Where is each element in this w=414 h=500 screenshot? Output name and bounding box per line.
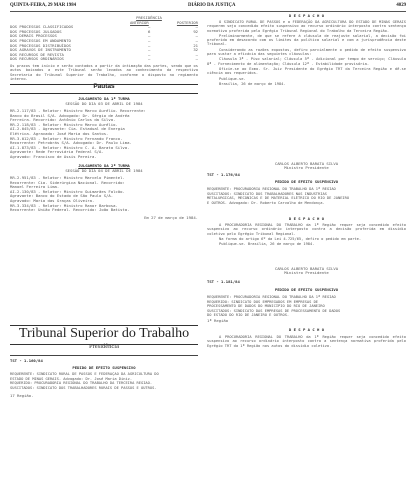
proc2-party-line: REQUERENTE: PROCURADORIA REGIONAL DO TRABALHO DA 1ª REGIÃO [207, 187, 336, 191]
proc1-party-line: REQUERENTE: SINDICATO RURAL DE PASSOS E FEDERAÇÃO DA AGRICULTURA DO [10, 372, 159, 376]
proc3-region: 1ª Região [207, 318, 229, 323]
stats-subhead-posterior: POSTERIOR [176, 19, 198, 25]
stats-row-label: DOS PROCESSOS CLASSIFICADOS [10, 24, 74, 30]
despacho1-paragraph: Brasília, 26 de março de 1984. [219, 81, 286, 86]
stats-row-anterior: — [148, 42, 151, 48]
sign1-role: Ministro Presidente [284, 165, 329, 170]
pauta2-line: Agravado: Maria das Graças Oliveira. [10, 198, 95, 203]
stats-row-label: DOS PROCESSOS EM ANDAMENTO [10, 37, 71, 43]
proc3-party-line: SUSCITADOS: SINDICATO DAS EMPRESAS DE PROCESSAMENTO DE DADOS [207, 308, 341, 313]
pauta2-line: Recorrente: União Federal. Recorrido: João Batista. [10, 208, 130, 213]
pauta1-line: Ferreira. Recorrido: Antônio Carlos da Silva. [10, 118, 116, 123]
pauta1-list [10, 109, 198, 160]
header-date: QUINTA-FEIRA, 29 MAR 1984 [10, 3, 76, 8]
stats-row-posterior: 32 [193, 47, 198, 53]
proc1-parties [10, 372, 198, 390]
stats-row-posterior: — [195, 33, 198, 39]
sign1-name: CARLOS ALBERTO BARATA SILVA [274, 161, 339, 166]
stats-row-label: DOS PROCESSOS JULGADOS [10, 28, 62, 34]
proc1-heading: PEDIDO DE EFEITO SUSPENSIVO [72, 365, 136, 370]
despacho1-paragraph: O SINDICATO RURAL DE PASSOS e a FEDERAÇÃO DA AGRICULTURA DO ESTADO DE MINAS GERAIS requerem seja concedido efeito suspensivo ao recurso ordinário interposto contra sentença normativa proferida pelo Egrégio Tribunal Regional do Trabalho da Terceira Região. [207, 20, 406, 33]
stats-row-label: DOS PROCESSOS DISTRIBUÍDOS [10, 42, 71, 48]
despacho3-title: D E S P A C H O [288, 327, 325, 332]
presidencia-heading: Presidência [89, 343, 119, 350]
pauta2-line: RR-2.951/83 - Relator: Ministro Marcelo Pimentel. [10, 176, 125, 180]
pauta1-line: RR-3.012/83 - Relator: Ministro Fernando Franco. [10, 136, 123, 141]
proc3-number: TST - 1.181/84 [207, 279, 240, 284]
proc2-parties [207, 187, 406, 205]
pauta2-line: Manoel Ferreira Lima. [10, 185, 60, 190]
pauta2-date: Em 27 de março de 1984. [144, 215, 198, 220]
proc3-party-line: REQUERIDO: SINDICATO DOS EMPREGADOS EM EMPRESAS DE [207, 299, 319, 304]
pautas-heading: Pautas [93, 83, 115, 90]
pauta2-line: AI-2.130/83 - Relator: Ministro Guimarães Falcão. [10, 189, 125, 194]
stats-table [10, 16, 198, 62]
pauta1-line: AI-2.045/83 - Agravante: Cia. Estadual de Energia [10, 127, 125, 132]
presidencia-wrap [10, 345, 198, 350]
proc2-party-line: METALÚRGICAS, MECÂNICAS E DE MATERIAL ELÉTRICO DO RIO DE JANEIRO [207, 196, 350, 201]
proc3-party-line: PROCESSAMENTO DE DADOS DO MUNICÍPIO DO RIO DE JANEIRO [207, 304, 325, 309]
despacho1-paragraph: Cláusula 3ª - Piso salarial; Cláusula 5ª - Adicional por tempo de serviço; Cláusula 8ª - Fornecimento de alimentação; Cláusula 12ª - Estabilidade provisória. [207, 57, 406, 66]
pauta1-line: Banco do Brasil S/A. Advogado: Dr. Sérgio de Andréa [10, 113, 130, 118]
right-column [207, 14, 406, 494]
left-column [10, 14, 198, 494]
pauta1-line: RR-2.118/83 - Relator: Ministro Marco Aurélio. [10, 122, 118, 127]
despacho3-body [207, 335, 406, 349]
despacho1-paragraph: Preliminarmente, de que se refere à cláusula de reajuste salarial, a decisão foi proferida em desacordo com os limites da política salarial e com a jurisprudência deste Tribunal. [207, 33, 406, 47]
despacho1-paragraph: Oficie-se ao Exmo. Sr. Juiz Presidente do Egrégio TRT da Terceira Região e dê-se ciência aos requeridos. [207, 66, 406, 76]
stats-row-posterior: 92 [193, 28, 198, 34]
stats-row-anterior: — [148, 24, 151, 30]
despacho1-title: D E S P A C H O [288, 13, 325, 18]
proc3-party-line: DO ESTADO DO RIO DE JANEIRO E OUTROS. [207, 313, 290, 318]
stats-row-posterior: — [195, 24, 198, 30]
despacho3-paragraph: A PROCURADORIA REGIONAL DO TRABALHO da 1ª Região requer seja concedido efeito suspensivo ao recurso ordinário interposto contra a sentença normativa proferida pelo Egrégio TRT da 1ª Região nos autos do dissídio coletivo. [207, 335, 406, 348]
pauta1-line: Recorrente: Petrobrás S/A. Advogado: Dr. Paulo Lima. [10, 141, 132, 146]
proc1-party-line: REQUERIDO: PROCURADORIA REGIONAL DO TRABALHO DA TERCEIRA REGIÃO. [10, 381, 153, 386]
stats-row-anterior: — [148, 56, 151, 62]
presidencia-rule [10, 355, 198, 356]
despacho2-title: D E S P A C H O [288, 216, 325, 221]
pauta1-line: Elétrica. Agravado: José Maria dos Santos. [10, 131, 109, 136]
despacho1-body [207, 20, 406, 87]
tst-title: Tribunal Superior do Trabalho [18, 326, 190, 341]
stats-row-label: DOS RECURSOS DE REVISTA [10, 51, 64, 57]
proc3-heading: PEDIDO DE EFEITO SUSPENSIVO [274, 287, 339, 292]
stats-row-label: DOS AGRAVOS DE INSTRUMENTO [10, 47, 71, 53]
header-journal-title: DIÁRIO DA JUSTIÇA [188, 3, 236, 8]
sign2-name: CARLOS ALBERTO BARATA SILVA [274, 266, 339, 271]
proc2-number: TST - 1.176/84 [207, 172, 240, 177]
despacho2-paragraph: Publique-se. Brasília, 26 de março de 1984. [219, 242, 315, 247]
stats-subhead-anterior: ANTERIOR [130, 19, 149, 25]
proc1-party-line: SUSCITADOS: SINDICATO DOS TRABALHADORES RURAIS DE PASSOS E OUTROS. [10, 385, 157, 390]
pauta2-title: JULGAMENTO DA 2ª TURMA [78, 163, 130, 168]
despacho2-paragraph: Na forma do artigo 6º da Lei 4.725/65, defiro o pedido em parte. [219, 236, 362, 241]
pauta2-list [10, 176, 198, 213]
stats-row-posterior: — [195, 37, 198, 43]
stats-row-anterior: — [148, 37, 151, 43]
proc3-party-line: REQUERENTE: PROCURADORIA REGIONAL DO TRABALHO DA 1ª REGIÃO [207, 295, 336, 299]
header-page-number: 4029 [396, 3, 406, 8]
stats-row-posterior: — [195, 56, 198, 62]
proc3-parties [207, 295, 406, 318]
pauta2-subtitle: SESSÃO DO DIA 04 DE ABRIL DE 1984 [65, 168, 143, 173]
page-header [10, 2, 406, 12]
pauta1-line: AI-1.873/83 - Relator: Ministro C. A. Barata Silva. [10, 145, 130, 150]
proc2-party-line: SUSCITADOS: SINDICATO DOS TRABALHADORES NAS INDÚSTRIAS [207, 191, 327, 196]
pauta2-line: RR-3.334/83 - Relator: Ministro Ranor Barbosa. [10, 203, 118, 208]
despacho1-paragraph: Considerando as razões expostas, defiro parcialmente o pedido de efeito suspensivo para sustar a eficácia das seguintes cláusulas: [207, 47, 406, 57]
stats-row-anterior: — [148, 47, 151, 53]
stats-row-posterior: — [195, 51, 198, 57]
stats-rows [10, 25, 198, 62]
proc2-heading: PEDIDO DE EFEITO SUSPENSIVO [274, 179, 339, 184]
stats-row-posterior: 21 [193, 42, 198, 48]
pauta1-line: Agravante: Rede Ferroviária Federal S/A. [10, 150, 104, 155]
despacho2-paragraph: A PROCURADORIA REGIONAL DO TRABALHO da 1ª Região requer seja concedido efeito suspensivo ao recurso ordinário interposto contra a decisão proferida em dissídio coletivo pelo Egrégio Tribunal Regional. [207, 223, 406, 236]
stats-row-label: DOS RECURSOS ORDINÁRIOS [10, 56, 64, 62]
proc2-party-line: E OUTROS. Advogado: Dr. Roberto Carvalho de Mendonça. [207, 200, 325, 205]
despacho1-paragraph: Publique-se. [219, 76, 246, 81]
pauta1-line: Agravado: Francisco de Assis Pereira. [10, 154, 97, 159]
stats-row-anterior: 6 [148, 28, 151, 34]
proc1-party-line: ESTADO DE MINAS GERAIS. Advogado: Dr. José Maria Diniz. [10, 376, 133, 381]
proc1-number: TST - 1.160/84 [10, 358, 43, 363]
pauta1-subtitle: SESSÃO DO DIA 03 DE ABRIL DE 1984 [65, 101, 143, 106]
despacho2-body [207, 223, 406, 247]
stats-row-anterior: — [148, 33, 151, 39]
stats-row-anterior: — [148, 51, 151, 57]
tst-title-bar [10, 325, 198, 345]
stats-col-head: PRESIDÊNCIA [136, 15, 162, 20]
pautas-section-bar [10, 84, 198, 94]
stats-row-label: DOS DEMAIS PROCESSOS [10, 33, 57, 39]
pauta2-line: Agravante: Banco do Estado de São Paulo S/A. [10, 194, 114, 199]
pauta1-title: JULGAMENTO DA 1ª TURMA [78, 96, 130, 101]
stats-row [10, 57, 198, 62]
sign2-role: Ministro Presidente [284, 270, 329, 275]
pauta2-line: Recorrente: Cia. Siderúrgica Nacional. Recorrido: [10, 180, 125, 185]
proc1-end: 17 Região. [10, 393, 34, 398]
pauta1-line: RR-2.117/83 - Relator: Ministro Marco Aurélio. Recorrente: [10, 109, 146, 113]
stats-note: Os prazos tem início e serão contados a partir da intimação das partes, sendo que os autos baixados a este Tribunal serão levados ao conhecimento da respectiva Secretaria do Tribunal Superior do Trabalho, conforme o disposto no regimento interno. [10, 64, 198, 81]
